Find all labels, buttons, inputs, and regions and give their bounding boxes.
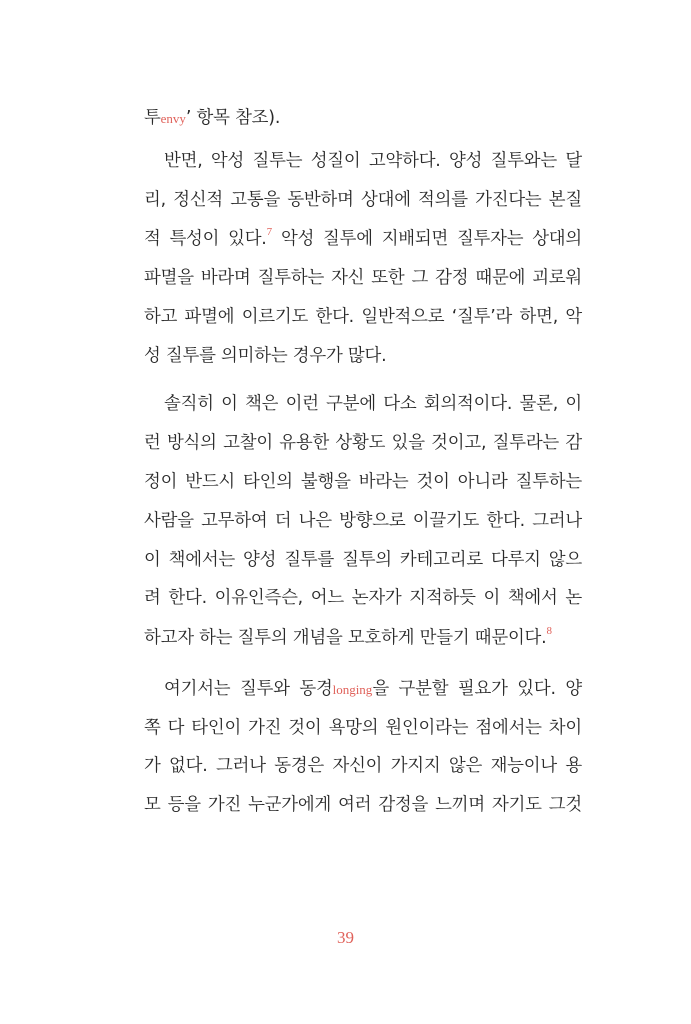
text-line xyxy=(144,626,582,650)
text-line xyxy=(144,106,582,131)
text-line: 런 방식의 고찰이 유용한 상황도 있을 것이고, 질투라는 감 xyxy=(144,433,582,453)
text-line: 이 책에서는 양성 질투를 질투의 카테고리로 다루지 않으 xyxy=(144,550,582,570)
footnote-marker[interactable]: 7 xyxy=(266,226,273,238)
text-line: 쪽 다 타인이 가진 것이 욕망의 원인이라는 점에서는 차이 xyxy=(144,718,582,738)
korean-text: 적 특성이 있다. xyxy=(144,229,267,249)
text-line: 가 없다. 그러나 동경은 자신이 가지지 않은 재능이나 용 xyxy=(144,756,582,776)
korean-text: 악성 질투에 지배되면 질투자는 상대의 xyxy=(272,229,582,249)
text-line: 정이 반드시 타인의 불행을 바라는 것이 아니라 질투하는 xyxy=(144,472,582,492)
text-line: 파멸을 바라며 질투하는 자신 또한 그 감정 때문에 괴로워 xyxy=(144,268,582,288)
text-line: 하고 파멸에 이르기도 한다. 일반적으로 ‘질투’라 하면, 악 xyxy=(144,307,582,327)
text-line: 리, 정신적 고통을 동반하며 상대에 적의를 가진다는 본질 xyxy=(144,190,582,210)
korean-text: 여기서는 질투와 동경 xyxy=(164,679,333,699)
footnote-marker[interactable]: 8 xyxy=(546,625,552,637)
paragraph-start-line: 솔직히 이 책은 이런 구분에 다소 회의적이다. 물론, 이 xyxy=(164,394,582,414)
paragraph-start-line xyxy=(144,677,582,702)
korean-text: 을 구분할 필요가 있다. 양 xyxy=(372,679,582,699)
text-line: 사람을 고무하여 더 나은 방향으로 이끌기도 한다. 그러나 xyxy=(144,511,582,531)
english-term: longing xyxy=(332,682,373,697)
korean-text: 하고자 하는 질투의 개념을 모호하게 만들기 때문이다. xyxy=(144,628,547,648)
text-line: 려 한다. 이유인즉슨, 어느 논자가 지적하듯 이 책에서 논 xyxy=(144,588,582,608)
text-line xyxy=(144,227,582,251)
korean-text: ’ 항목 참조). xyxy=(185,108,281,128)
text-line: 성 질투를 의미하는 경우가 많다. xyxy=(144,346,387,366)
korean-text: 투 xyxy=(144,108,161,128)
page-number: 39 xyxy=(337,928,354,947)
text-line: 모 등을 가진 누군가에게 여러 감정을 느끼며 자기도 그것 xyxy=(144,795,582,815)
english-term: envy xyxy=(160,111,186,126)
paragraph-start-line: 반면, 악성 질투는 성질이 고약하다. 양성 질투와는 달 xyxy=(164,151,582,171)
